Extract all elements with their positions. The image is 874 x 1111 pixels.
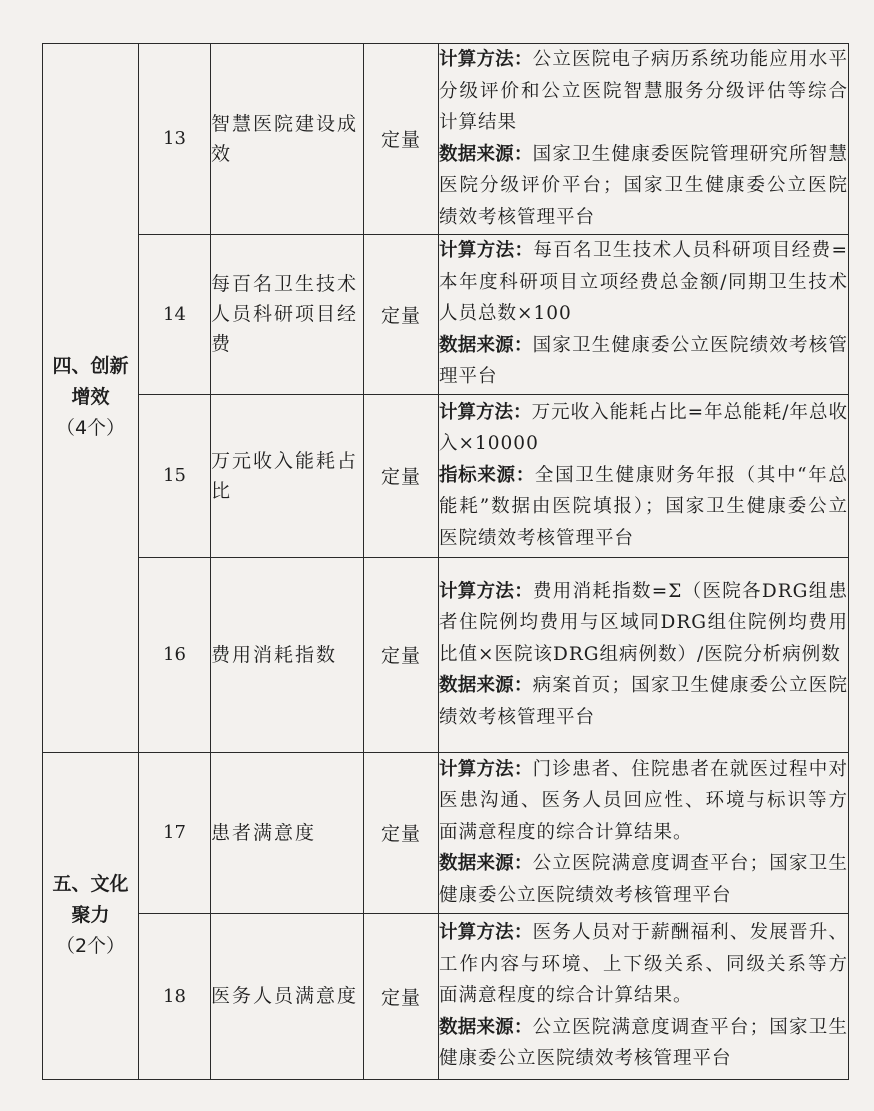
category-count: （2个）: [55, 935, 126, 958]
source-label: 数据来源：: [439, 675, 533, 697]
category-name-line2: 聚力: [71, 904, 110, 927]
indicator-number: 14: [139, 234, 211, 394]
indicator-type: 定量: [364, 913, 439, 1079]
indicator-description: [439, 234, 849, 394]
method-text: 门诊患者、住院患者在就医过程中对医患沟通、医务人员回应性、环境与标识等方面满意程度的综合计算结果。: [439, 758, 848, 843]
table-row: [43, 557, 849, 752]
indicator-description: [439, 44, 849, 235]
category-cell: [43, 44, 139, 753]
indicator-type: 定量: [364, 44, 439, 235]
source-block: [439, 460, 848, 555]
method-text: 医务人员对于薪酬福利、发展晋升、工作内容与环境、上下级关系、同级关系等方面满意程度的综合计算结果。: [439, 922, 848, 1007]
method-text: 万元收入能耗占比=年总能耗/年总收入×10000: [439, 401, 848, 455]
method-block: [439, 44, 848, 139]
method-label: 计算方法：: [439, 49, 533, 70]
method-text: 每百名卫生技术人员科研项目经费=本年度科研项目立项经费总金额/同期卫生技术人员总数×100: [439, 240, 848, 325]
source-label: 数据来源：: [439, 334, 533, 356]
category-name-line1: 五、文化: [52, 873, 129, 896]
indicator-number: 17: [139, 752, 211, 913]
source-block: [439, 670, 848, 733]
indicator-name: 每百名卫生技术人员科研项目经费: [211, 234, 364, 394]
indicator-name: 费用消耗指数: [211, 557, 364, 752]
source-label: 数据来源：: [439, 143, 533, 165]
table-row: [43, 752, 849, 913]
source-text: 国家卫生健康委医院管理研究所智慧医院分级评价平台；国家卫生健康委公立医院绩效考核管理平台: [439, 143, 848, 228]
method-block: [439, 235, 848, 330]
source-text: 公立医院满意度调查平台；国家卫生健康委公立医院绩效考核管理平台: [439, 853, 848, 906]
method-label: 计算方法：: [439, 401, 532, 423]
indicator-type: 定量: [364, 752, 439, 913]
indicator-number: 16: [139, 557, 211, 752]
source-text: 全国卫生健康财务年报（其中“年总能耗”数据由医院填报）；国家卫生健康委公立医院绩效考核管理平台: [439, 464, 848, 549]
indicator-name: 万元收入能耗占比: [211, 394, 364, 557]
indicator-type: 定量: [364, 394, 439, 557]
indicator-name: 医务人员满意度: [211, 913, 364, 1079]
source-block: [439, 848, 848, 911]
category-cell: [43, 752, 139, 1079]
table-row: [43, 394, 849, 557]
indicator-number: 15: [139, 394, 211, 557]
source-text: 公立医院满意度调查平台；国家卫生健康委公立医院绩效考核管理平台: [439, 1016, 848, 1070]
source-label: 指标来源：: [439, 464, 535, 486]
category-name-line2: 增效: [71, 386, 110, 409]
indicator-number: 18: [139, 913, 211, 1079]
table-row: [43, 913, 849, 1079]
table-row: [43, 44, 849, 235]
source-label: 数据来源：: [439, 1016, 533, 1038]
method-block: [439, 576, 848, 671]
method-label: 计算方法：: [439, 240, 534, 262]
indicator-name: 智慧医院建设成效: [211, 44, 364, 235]
method-text: 费用消耗指数=Σ（医院各DRG组患者住院例均费用与区域同DRG组住院例均费用比值×医院该DRG组病例数）/医院分析病例数: [439, 580, 848, 665]
method-block: [439, 917, 848, 1012]
method-block: [439, 754, 848, 849]
indicator-name: 患者满意度: [211, 752, 364, 913]
indicator-description: [439, 557, 849, 752]
method-label: 计算方法：: [439, 580, 533, 602]
method-block: [439, 397, 848, 460]
source-text: 病案首页；国家卫生健康委公立医院绩效考核管理平台: [439, 675, 848, 728]
indicator-type: 定量: [364, 234, 439, 394]
source-text: 国家卫生健康委公立医院绩效考核管理平台: [439, 334, 848, 388]
source-block: [439, 139, 848, 234]
indicator-description: [439, 913, 849, 1079]
source-label: 数据来源：: [439, 853, 533, 875]
indicator-table: [42, 43, 849, 1080]
category-name-line1: 四、创新: [52, 355, 129, 378]
method-label: 计算方法：: [439, 758, 533, 780]
indicator-description: [439, 752, 849, 913]
category-count: （4个）: [55, 417, 126, 440]
source-block: [439, 1012, 848, 1075]
indicator-description: [439, 394, 849, 557]
table-row: [43, 234, 849, 394]
method-text: 公立医院电子病历系统功能应用水平分级评价和公立医院智慧服务分级评估等综合计算结果: [439, 49, 848, 134]
source-block: [439, 330, 848, 393]
indicator-number: 13: [139, 44, 211, 235]
method-label: 计算方法：: [439, 922, 533, 944]
indicator-type: 定量: [364, 557, 439, 752]
